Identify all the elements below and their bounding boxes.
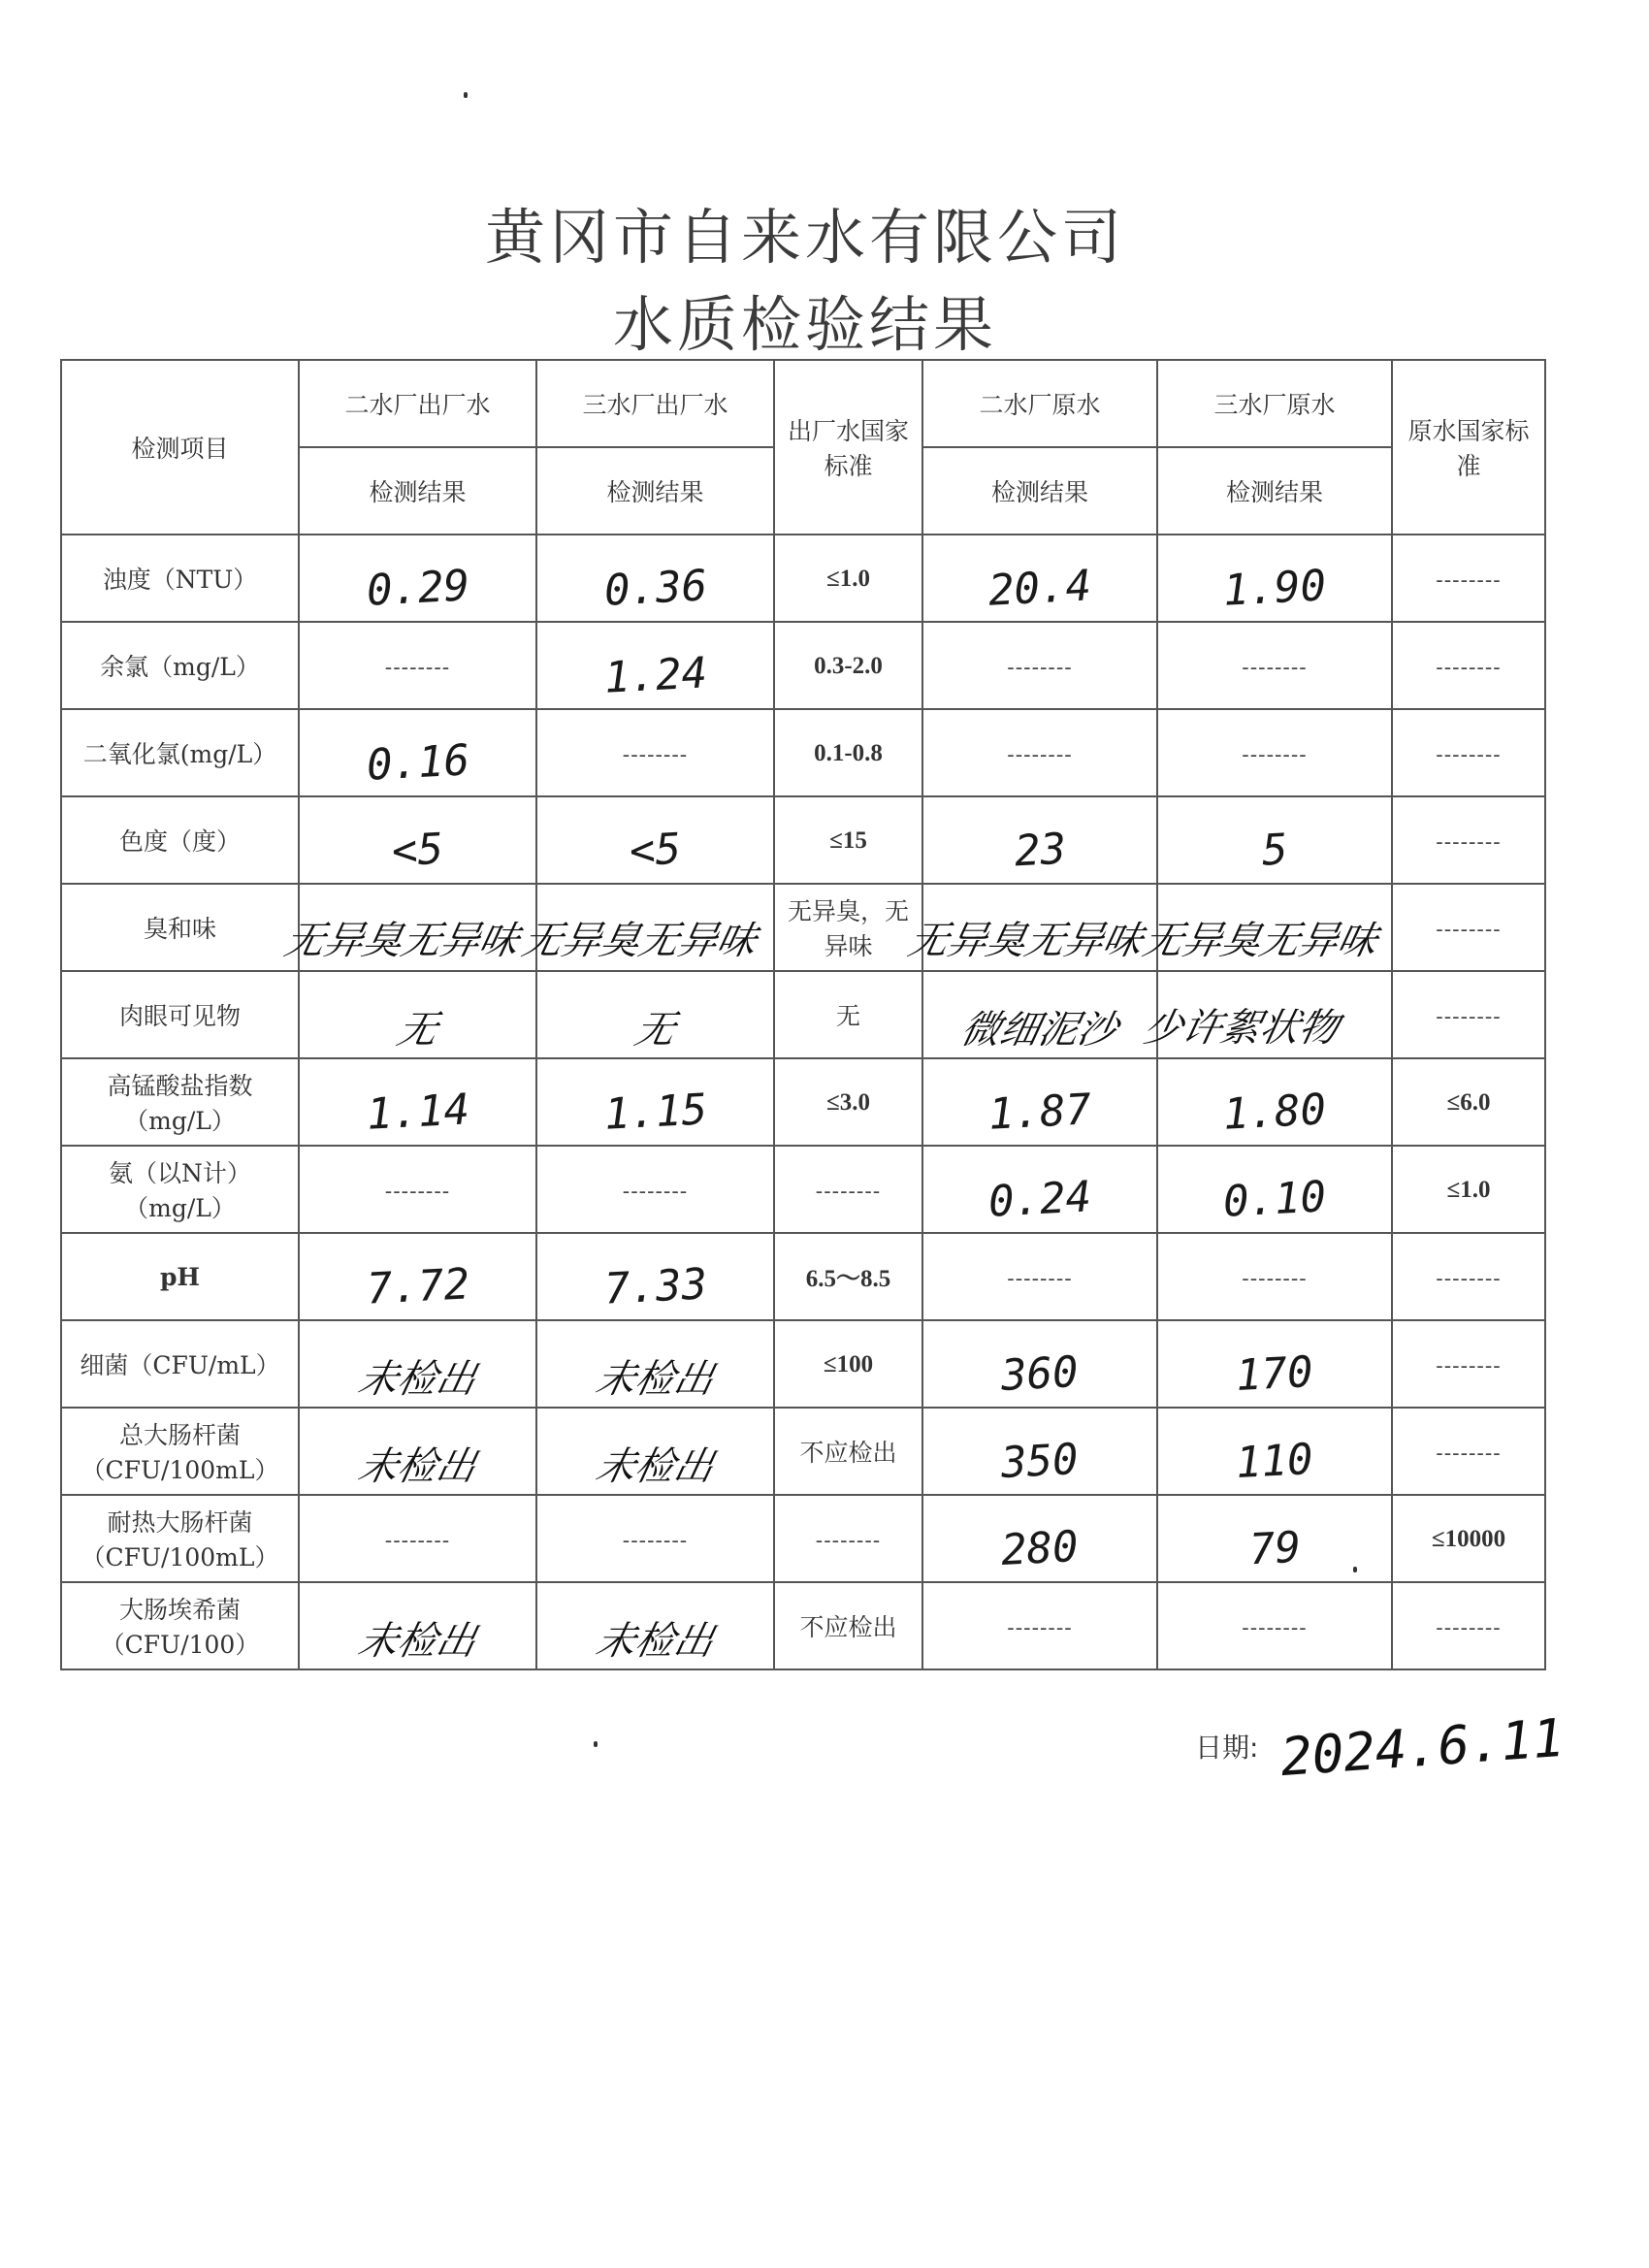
cell-raw-std: [1392, 1058, 1545, 1146]
cell-item: [61, 1058, 299, 1146]
table-row: [61, 709, 1545, 796]
table-row: [61, 1233, 1545, 1320]
cell-value: --------: [815, 1528, 882, 1553]
cell-p2-out: [299, 971, 536, 1058]
cell-value: --------: [622, 1179, 689, 1204]
cell-value: 未检出: [591, 1443, 718, 1489]
table-row: [61, 1058, 1545, 1146]
cell-value: ≤3.0: [826, 1089, 870, 1116]
cell-out-std: [774, 1495, 922, 1582]
cell-value: 0.29: [365, 560, 470, 616]
scan-speck: [594, 1741, 598, 1747]
cell-out-std: [774, 1408, 922, 1495]
cell-value: --------: [1436, 1441, 1502, 1466]
cell-item: [61, 1495, 299, 1582]
table-row: [61, 1582, 1545, 1669]
cell-item: [61, 535, 299, 622]
cell-value: 360: [999, 1346, 1081, 1401]
cell-p2-out: [299, 535, 536, 622]
item-label: 大肠埃希菌（CFU/100）: [100, 1596, 260, 1659]
handwritten-wrap: [518, 898, 812, 963]
cell-value: --------: [1242, 742, 1308, 767]
table-row: [61, 1495, 1545, 1582]
cell-value: --------: [1436, 742, 1502, 767]
cell-value: 170: [1234, 1346, 1315, 1401]
item-label: 浊度（NTU）: [102, 566, 258, 594]
cell-out-std: [774, 709, 922, 796]
cell-p3-raw: [1157, 535, 1392, 622]
cell-value: 0.3-2.0: [814, 653, 883, 679]
report-subtitle: 水质检验结果: [612, 289, 997, 360]
table-row: [61, 884, 1545, 971]
item-label: 二氧化氯(mg/L）: [82, 740, 277, 768]
cell-raw-std: [1392, 709, 1545, 796]
cell-p2-out: [299, 1146, 536, 1233]
cell-value: --------: [1007, 1266, 1073, 1291]
item-label: 余氯（mg/L）: [100, 653, 260, 681]
item-label: 总大肠杆菌（CFU/100mL）: [81, 1421, 279, 1484]
cell-value: 7.33: [602, 1258, 708, 1314]
cell-item: [61, 884, 299, 971]
cell-raw-std: [1392, 1320, 1545, 1408]
cell-p3-out: [536, 535, 774, 622]
cell-value: --------: [1436, 567, 1502, 593]
cell-p3-out: [536, 1233, 774, 1320]
cell-value: --------: [1436, 917, 1502, 942]
cell-p2-raw: [922, 971, 1157, 1058]
cell-p2-raw: [922, 622, 1157, 709]
cell-value: 1.90: [1221, 560, 1328, 616]
cell-raw-std: [1392, 535, 1545, 622]
cell-value: 6.5～8.5: [805, 1266, 891, 1292]
header-result: 检测结果: [536, 447, 774, 535]
cell-raw-std: [1392, 1495, 1545, 1582]
scan-speck: [1353, 1567, 1357, 1572]
cell-p2-out: [280, 884, 536, 971]
cell-p3-raw: [1157, 1408, 1392, 1495]
item-label: 高锰酸盐指数（mg/L）: [107, 1072, 253, 1135]
cell-value: 无: [835, 1002, 860, 1030]
cell-value: --------: [384, 1179, 451, 1204]
item-label: 氨（以N计）（mg/L）: [109, 1159, 251, 1222]
cell-raw-std: [1392, 884, 1545, 971]
cell-value: --------: [622, 742, 689, 767]
cell-p2-out: [299, 709, 536, 796]
header-plant2-raw: 二水厂原水: [922, 360, 1157, 447]
cell-raw-std: [1392, 796, 1545, 884]
cell-p3-out: [536, 1495, 774, 1582]
cell-value: 1.80: [1221, 1084, 1328, 1140]
cell-out-std: [774, 1233, 922, 1320]
cell-p2-out: [299, 1582, 536, 1669]
cell-p2-raw: [922, 1233, 1157, 1320]
cell-p3-out: [536, 622, 774, 709]
cell-p2-raw: [922, 1582, 1157, 1669]
cell-value: 0.36: [602, 560, 708, 616]
cell-p3-out: [536, 1320, 774, 1408]
cell-raw-std: [1392, 622, 1545, 709]
cell-p2-raw: [922, 1320, 1157, 1408]
cell-value: 无异臭无异味: [518, 919, 761, 963]
cell-value: <5: [390, 824, 445, 876]
item-label: 肉眼可见物: [118, 1002, 241, 1030]
header-result: 检测结果: [1157, 447, 1392, 535]
cell-value: --------: [815, 1179, 882, 1204]
cell-p2-raw: [922, 709, 1157, 796]
cell-out-std: [774, 535, 922, 622]
cell-value: 不应检出: [799, 1613, 897, 1641]
cell-value: 7.72: [365, 1258, 470, 1314]
cell-value: --------: [1242, 655, 1308, 680]
cell-p3-raw: [1157, 1146, 1392, 1233]
cell-out-std: [774, 1058, 922, 1146]
cell-p2-out: [299, 1058, 536, 1146]
cell-p3-raw: [1157, 796, 1392, 884]
table-row: [61, 1146, 1545, 1233]
cell-value: <5: [628, 824, 683, 876]
cell-item: [61, 622, 299, 709]
cell-p3-raw: [1157, 1582, 1392, 1669]
cell-item: [61, 1408, 299, 1495]
cell-value: ≤1.0: [1446, 1177, 1491, 1203]
cell-value: 少许絮状物: [1139, 1006, 1343, 1051]
cell-value: --------: [1436, 655, 1502, 680]
cell-value: 无异臭无异味: [1139, 919, 1382, 963]
cell-p2-out: [299, 622, 536, 709]
header-result: 检测结果: [922, 447, 1157, 535]
cell-item: [61, 1320, 299, 1408]
cell-p3-out: [536, 1582, 774, 1669]
cell-value: 未检出: [353, 1356, 480, 1402]
cell-value: --------: [1436, 1004, 1502, 1029]
cell-value: 110: [1234, 1434, 1315, 1488]
cell-item: [61, 971, 299, 1058]
cell-out-std: [774, 971, 922, 1058]
cell-raw-std: [1392, 1146, 1545, 1233]
handwritten-wrap: [1139, 898, 1430, 963]
item-label: 色度（度）: [118, 827, 241, 856]
cell-value: 无异臭无异味: [280, 919, 524, 963]
cell-value: 无: [392, 1007, 441, 1053]
cell-p2-out: [299, 1408, 536, 1495]
cell-value: 未检出: [591, 1618, 718, 1664]
cell-item: [61, 1582, 299, 1669]
cell-value: ≤1.0: [826, 566, 870, 592]
cell-value: 5: [1260, 824, 1289, 876]
cell-p2-raw: [922, 1408, 1157, 1495]
cell-value: ≤10000: [1431, 1526, 1506, 1552]
cell-value: 1.24: [602, 647, 708, 703]
date-value: 2024.6.11: [1278, 1706, 1567, 1789]
cell-raw-std: [1392, 971, 1545, 1058]
cell-p2-raw: [904, 884, 1157, 971]
header-plant2-out: 二水厂出厂水: [299, 360, 536, 447]
cell-value: 无异臭无异味: [904, 919, 1148, 963]
cell-p3-raw: [1139, 971, 1392, 1058]
item-label: 臭和味: [143, 915, 216, 943]
cell-p3-out: [536, 1408, 774, 1495]
table-row: [61, 796, 1545, 884]
cell-value: 0.16: [365, 734, 470, 791]
table-row: [61, 971, 1545, 1058]
cell-value: --------: [1242, 1615, 1308, 1640]
header-raw-std: 原水国家标准: [1392, 360, 1545, 535]
cell-value: 280: [999, 1521, 1081, 1575]
cell-out-std: [774, 884, 922, 971]
handwritten-wrap: [1139, 986, 1430, 1051]
cell-p2-raw: [922, 796, 1157, 884]
cell-value: 未检出: [353, 1618, 480, 1664]
cell-value: --------: [384, 1528, 451, 1553]
cell-p3-out: [536, 1146, 774, 1233]
cell-value: 0.1-0.8: [814, 740, 883, 766]
cell-p2-out: [299, 796, 536, 884]
cell-p3-raw: [1157, 1058, 1392, 1146]
header-plant3-out: 三水厂出厂水: [536, 360, 774, 447]
cell-out-std: [774, 1146, 922, 1233]
cell-value: --------: [1436, 1615, 1502, 1640]
cell-value: --------: [1436, 1266, 1502, 1291]
cell-value: 0.24: [986, 1171, 1093, 1227]
cell-value: --------: [384, 655, 451, 680]
cell-value: 0.10: [1221, 1171, 1328, 1227]
company-title: 黄冈市自来水有限公司: [484, 202, 1125, 273]
cell-value: 不应检出: [799, 1439, 897, 1467]
cell-value: --------: [1007, 655, 1073, 680]
cell-p2-raw: [922, 1146, 1157, 1233]
cell-p2-out: [299, 1233, 536, 1320]
cell-raw-std: [1392, 1408, 1545, 1495]
cell-value: 350: [999, 1434, 1081, 1488]
cell-value: 79: [1247, 1522, 1302, 1574]
cell-value: --------: [1007, 1615, 1073, 1640]
cell-value: 20.4: [986, 560, 1093, 616]
cell-p3-out: [518, 884, 774, 971]
cell-item: [61, 1146, 299, 1233]
cell-item: [61, 709, 299, 796]
cell-p2-raw: [922, 1495, 1157, 1582]
cell-value: 未检出: [591, 1356, 718, 1402]
item-label: pH: [159, 1262, 201, 1291]
table-row: [61, 1408, 1545, 1495]
cell-out-std: [774, 796, 922, 884]
cell-value: 1.87: [986, 1084, 1093, 1140]
cell-p3-raw: [1139, 884, 1392, 971]
cell-value: 1.14: [365, 1084, 470, 1140]
cell-p3-out: [536, 1058, 774, 1146]
item-label: 细菌（CFU/mL）: [80, 1351, 280, 1379]
cell-value: ≤100: [823, 1351, 874, 1377]
header-item: 检测项目: [61, 360, 299, 535]
cell-p3-out: [536, 796, 774, 884]
table-row: [61, 622, 1545, 709]
header-result: 检测结果: [299, 447, 536, 535]
cell-value: 23: [1013, 824, 1067, 876]
date-label: 日期:: [1195, 1732, 1259, 1764]
header-out-std: 出厂水国家标准: [774, 360, 922, 535]
cell-item: [61, 1233, 299, 1320]
cell-p3-out: [536, 971, 774, 1058]
cell-p2-out: [299, 1320, 536, 1408]
cell-out-std: [774, 622, 922, 709]
cell-value: 微细泥沙: [956, 1007, 1122, 1053]
table-row: [61, 535, 1545, 622]
cell-value: ≤15: [829, 827, 867, 854]
cell-out-std: [774, 1582, 922, 1669]
cell-p2-raw: [922, 1058, 1157, 1146]
cell-p3-out: [536, 709, 774, 796]
cell-value: 未检出: [353, 1443, 480, 1489]
item-label: 耐热大肠杆菌（CFU/100mL）: [81, 1508, 279, 1571]
scan-speck: [464, 92, 468, 98]
cell-value: 无异臭，无异味: [787, 897, 909, 960]
cell-p3-raw: [1157, 622, 1392, 709]
cell-p3-raw: [1157, 1233, 1392, 1320]
cell-p2-out: [299, 1495, 536, 1582]
water-quality-table: [60, 359, 1546, 1670]
cell-raw-std: [1392, 1233, 1545, 1320]
header-plant3-raw: 三水厂原水: [1157, 360, 1392, 447]
cell-raw-std: [1392, 1582, 1545, 1669]
cell-value: --------: [1242, 1266, 1308, 1291]
cell-item: [61, 796, 299, 884]
cell-value: 1.15: [602, 1084, 708, 1140]
table-row: [61, 1320, 1545, 1408]
cell-value: 无: [630, 1007, 679, 1053]
cell-p3-raw: [1157, 709, 1392, 796]
cell-value: --------: [622, 1528, 689, 1553]
cell-p2-raw: [922, 535, 1157, 622]
cell-value: ≤6.0: [1446, 1089, 1491, 1116]
cell-value: --------: [1436, 1353, 1502, 1378]
cell-value: --------: [1436, 829, 1502, 855]
cell-p3-raw: [1157, 1320, 1392, 1408]
cell-value: --------: [1007, 742, 1073, 767]
cell-out-std: [774, 1320, 922, 1408]
